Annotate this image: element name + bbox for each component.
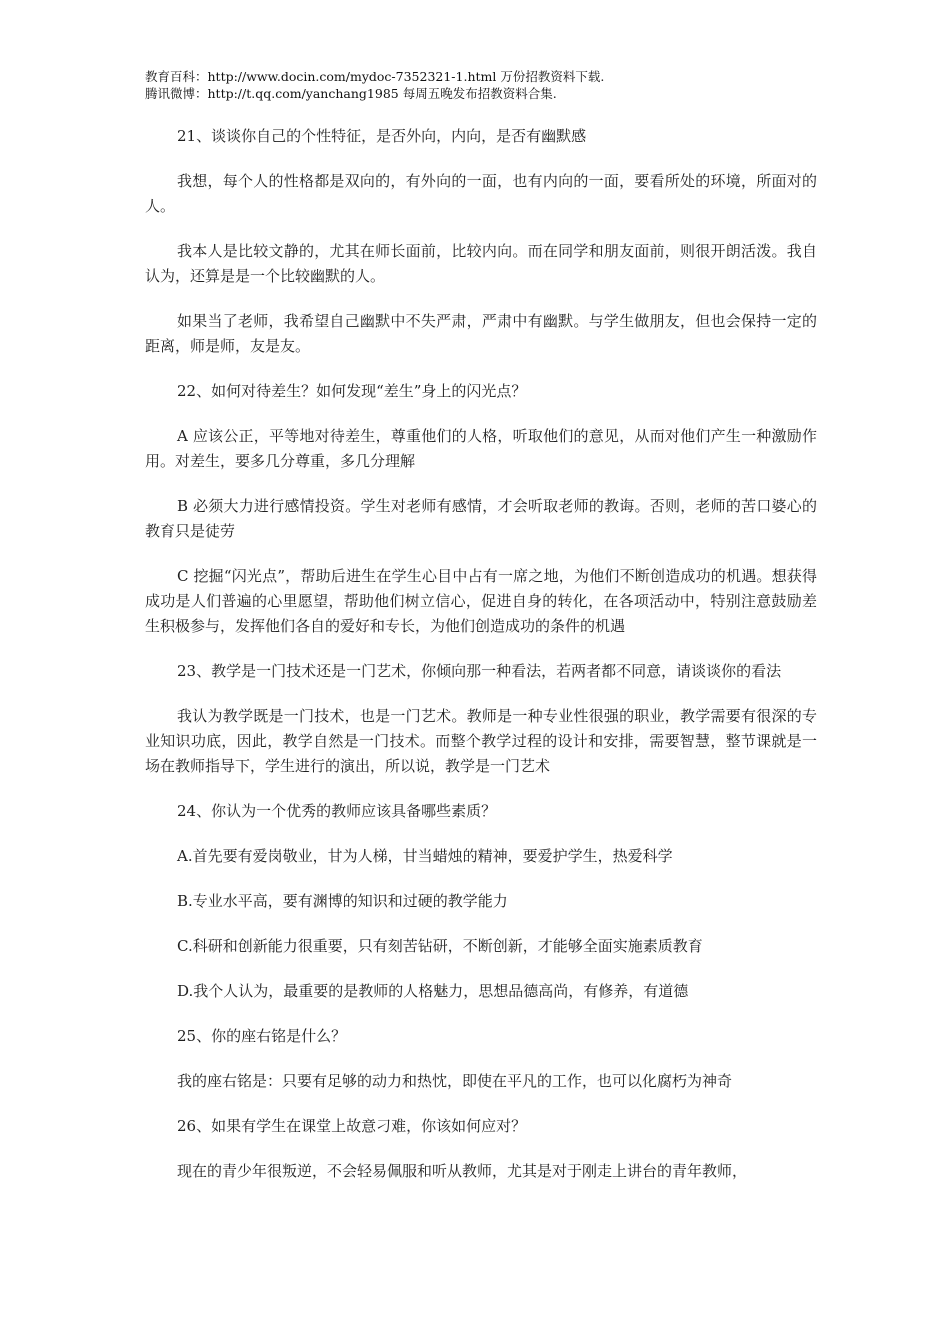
answer-paragraph: C.科研和创新能力很重要，只有刻苦钻研，不断创新，才能够全面实施素质教育 bbox=[177, 937, 703, 955]
question-22: 22、如何对待差生？如何发现“差生”身上的闪光点？ bbox=[177, 382, 527, 400]
header-line-docin: 教育百科：http://www.docin.com/mydoc-7352321-1.html 万份招教资料下载. bbox=[145, 69, 605, 84]
answer-paragraph: D.我个人认为，最重要的是教师的人格魅力，思想品德高尚，有修养，有道德 bbox=[177, 982, 689, 1000]
page-header bbox=[145, 68, 825, 102]
question-23: 23、教学是一门技术还是一门艺术，你倾向那一种看法，若两者都不同意，请谈谈你的看法 bbox=[177, 662, 782, 680]
header-line-weibo: 腾讯微博：http://t.qq.com/yanchang1985 每周五晚发布招教资料合集. bbox=[145, 86, 557, 101]
answer-paragraph: 我想，每个人的性格都是双向的，有外向的一面，也有内向的一面，要看所处的环境，所面对的人。 bbox=[145, 172, 817, 215]
answer-paragraph: C 挖掘“闪光点”，帮助后进生在学生心目中占有一席之地，为他们不断创造成功的机遇。想获得成功是人们普遍的心里愿望，帮助他们树立信心，促进自身的转化，在各项活动中，特别注意鼓励差生积极参与，发挥他们各自的爱好和专长，为他们创造成功的条件的机遇 bbox=[145, 567, 817, 635]
answer-paragraph: 我本人是比较文静的，尤其在师长面前，比较内向。而在同学和朋友面前，则很开朗活泼。我自认为，还算是是一个比较幽默的人。 bbox=[145, 242, 817, 285]
question-21: 21、谈谈你自己的个性特征，是否外向，内向，是否有幽默感 bbox=[177, 127, 587, 145]
answer-paragraph: 我认为教学既是一门技术，也是一门艺术。教师是一种专业性很强的职业，教学需要有很深的专业知识功底，因此，教学自然是一门技术。而整个教学过程的设计和安排，需要智慧，整节课就是一场在教师指导下，学生进行的演出，所以说，教学是一门艺术 bbox=[145, 707, 817, 775]
document-body bbox=[145, 124, 817, 1204]
question-24: 24、你认为一个优秀的教师应该具备哪些素质？ bbox=[177, 802, 497, 820]
answer-paragraph: A.首先要有爱岗敬业，甘为人梯，甘当蜡烛的精神，要爱护学生，热爱科学 bbox=[177, 847, 673, 865]
question-26: 26、如果有学生在课堂上故意刁难，你该如何应对？ bbox=[177, 1117, 527, 1135]
question-25: 25、你的座右铭是什么？ bbox=[177, 1027, 347, 1045]
answer-paragraph: 我的座右铭是：只要有足够的动力和热忱，即使在平凡的工作，也可以化腐朽为神奇 bbox=[177, 1072, 733, 1090]
answer-paragraph: A 应该公正，平等地对待差生，尊重他们的人格，听取他们的意见，从而对他们产生一种激励作用。对差生，要多几分尊重，多几分理解 bbox=[145, 427, 817, 470]
answer-paragraph: B 必须大力进行感情投资。学生对老师有感情，才会听取老师的教诲。否则，老师的苦口婆心的教育只是徒劳 bbox=[145, 497, 817, 540]
answer-paragraph: B.专业水平高，要有渊博的知识和过硬的教学能力 bbox=[177, 892, 508, 910]
answer-paragraph: 现在的青少年很叛逆，不会轻易佩服和听从教师，尤其是对于刚走上讲台的青年教师， bbox=[177, 1162, 748, 1180]
answer-paragraph: 如果当了老师，我希望自己幽默中不失严肃，严肃中有幽默。与学生做朋友，但也会保持一定的距离，师是师，友是友。 bbox=[145, 312, 817, 355]
